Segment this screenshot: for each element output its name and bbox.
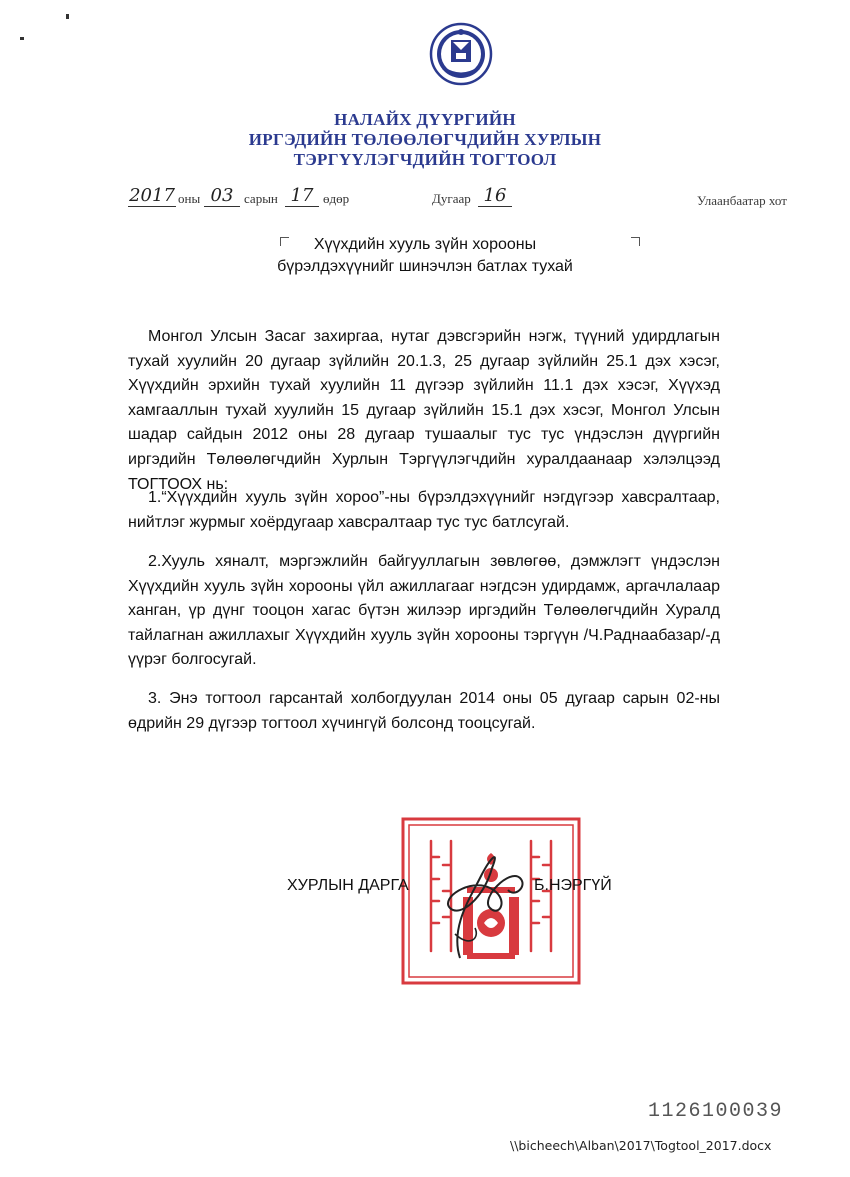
item1-text: 1.“Хүүхдийн хууль зүйн хороо”-ны бүрэлдэхүүнийг нэгдүгээр хавсралтаар, нийтлэг журмыг хоёрдугаар хавсралтаар тус тус батлсугай. <box>128 489 720 531</box>
date-month: 03 <box>204 186 240 207</box>
date-year: 2017 <box>129 185 175 206</box>
decision-item-3 <box>128 687 720 736</box>
state-emblem-icon <box>429 22 493 86</box>
signatory-title: ХУРЛЫН ДАРГА <box>287 877 409 894</box>
decision-item-2 <box>128 550 720 673</box>
preamble-text: Монгол Улсын Засаг захиргаа, нутаг дэвсгэрийн нэгж, түүний удирдлагын тухай хуулийн 20 дугаар зүйлийн 20.1.3, 25 дугаар зүйлийн 25.1 дэх хэсэг, Хүүхдийн эрхийн тухай хуулийн 11 дүгээр зүйлийн 11.1 дэх хэсэг, Хүүхэд хамгааллын тухай хуулийн 15 дугаар зүйлийн 15.1 дэх хэсэг, Монгол Улсын шадар сайдын 2012 оны 28 дугаар тушаалыг тус тус үндэслэн дүүргийн иргэдийн Төлөөлөгчдийн Хурлын Тэргүүлэгчдийн хуралдаанаар хэлэлцээд ТОГТООХ нь: <box>128 328 720 493</box>
org-title-line3: ТЭРГҮҮЛЭГЧДИЙН ТОГТООЛ <box>293 150 557 169</box>
subject-line1: Хүүхдийн хууль зүйн хорооны <box>313 236 537 253</box>
org-title-line1: НАЛАЙХ ДҮҮРГИЙН <box>334 110 516 129</box>
handwritten-signature-icon <box>420 838 540 968</box>
date-day: 17 <box>285 186 319 207</box>
decision-item-1 <box>128 486 720 535</box>
number-label: Дугаар <box>432 191 471 206</box>
date-year-label: оны <box>178 191 201 206</box>
scan-speck <box>20 37 24 40</box>
signatory-name: Б.НЭРГҮЙ <box>534 877 612 894</box>
item3-text: 3. Энэ тогтоол гарсантай холбогдуулан 2014 оны 05 дугаар сарын 02-ны өдрийн 29 дүгээр тогтоол хүчингүй болсонд тооцсугай. <box>128 690 720 732</box>
resolution-number: 16 <box>478 186 512 207</box>
document-number: 1126100039 <box>648 1100 784 1123</box>
item2-text: 2.Хууль хяналт, мэргэжлийн байгууллагын зөвлөгөө, дэмжлэгт үндэслэн Хүүхдийн хууль зүйн хорооны үйл ажиллагааг нэгдсэн удирдамж, аргачлалаар ханган, үр дүнг тооцон хагас бүтэн жилээр иргэдийн Төлөөлөгчдийн Хуралд тайлагнан ажиллахыг Хүүхдийн хууль зүйн хорооны тэргүүн /Ч.Раднаабазар/-д үүрэг болгосугай. <box>128 553 720 669</box>
subject-line2: бүрэлдэхүүнийг шинэчлэн батлах тухай <box>277 258 573 275</box>
org-title-line2: ИРГЭДИЙН ТӨЛӨӨЛӨГЧДИЙН ХУРЛЫН <box>248 130 602 149</box>
date-month-label: сарын <box>244 191 278 206</box>
preamble-paragraph <box>128 325 720 497</box>
scan-speck <box>66 14 69 19</box>
date-day-label: өдөр <box>323 191 350 206</box>
file-path: \\bicheech\Alban\2017\Togtool_2017.docx <box>510 1138 772 1153</box>
city-name: Улаанбаатар хот <box>697 193 787 208</box>
